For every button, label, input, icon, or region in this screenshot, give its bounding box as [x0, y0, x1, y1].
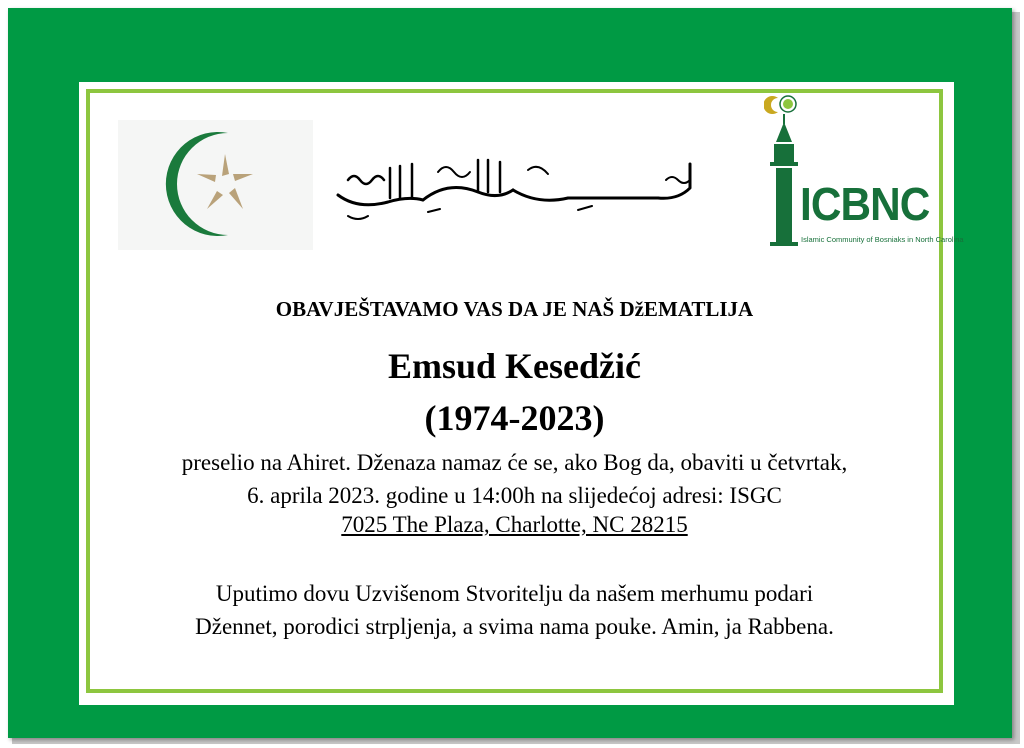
bismillah-calligraphy — [328, 150, 708, 230]
funeral-address[interactable]: 7025 The Plaza, Charlotte, NC 28215 — [341, 512, 688, 537]
icbnc-wordmark: ICBNC — [800, 178, 930, 230]
notice-headline: OBAVJEŠTAVAMO VAS DA JE NAŠ DžEMATLIJA — [275, 297, 754, 321]
crescent-star-logo — [118, 120, 313, 250]
icbnc-subtitle: Islamic Community of Bosniaks in North Carolina — [801, 235, 964, 244]
dua-line-1: Uputimo dovu Uzvišenom Stvoritelju da našem merhumu podari — [215, 581, 814, 606]
crescent-star-icon — [118, 120, 313, 250]
funeral-info-line-1: preselio na Ahiret. Dženaza namaz će se, ako Bog da, obaviti u četvrtak, — [181, 450, 848, 475]
deceased-name: Emsud Kesedžić — [387, 346, 641, 386]
life-years: (1974-2023) — [424, 398, 605, 438]
funeral-info-line-2: 6. aprila 2023. godine u 14:00h na slijedećoj adresi: ISGC — [247, 483, 782, 508]
funeral-address-line — [86, 512, 943, 538]
dua-line-2: Džennet, porodici strpljenja, a svima nama pouke. Amin, ja Rabbena. — [195, 614, 834, 639]
